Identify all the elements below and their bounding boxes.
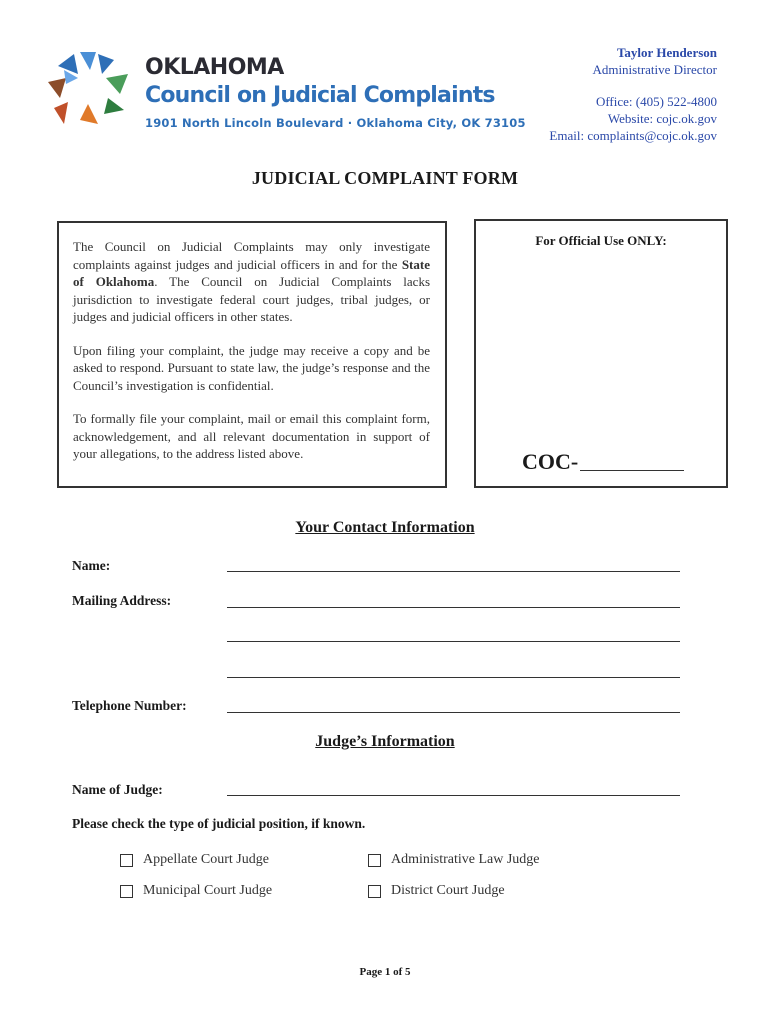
name-field[interactable] [227,571,680,572]
mailing-address-field-1[interactable] [227,607,680,608]
email-link[interactable]: Email: complaints@cojc.ok.gov [549,128,717,143]
org-name-line1: OKLAHOMA [145,55,284,80]
telephone-field[interactable] [227,712,680,713]
office-phone: Office: (405) 522-4800 [595,94,717,109]
form-title: JUDICIAL COMPLAINT FORM [251,168,519,188]
option-administrative-law[interactable]: Administrative Law Judge [368,852,540,868]
info-box [57,221,447,488]
telephone-label: Telephone Number: [72,698,187,713]
org-address: 1901 North Lincoln Boulevard · Oklahoma City, OK 73105 [145,116,526,130]
council-logo-icon [44,48,134,128]
checkbox[interactable] [368,885,381,898]
mailing-address-field-3[interactable] [227,677,680,678]
contact-section-heading: Your Contact Information [295,519,475,536]
checkbox[interactable] [368,854,381,867]
website-link[interactable]: Website: cojc.ok.gov [607,111,717,126]
coc-number-label: COC- [522,449,579,474]
org-name-line2: Council on Judicial Complaints [145,83,495,108]
name-label: Name: [72,558,111,573]
checkbox[interactable] [120,885,133,898]
info-paragraph-1: The Council on Judicial Complaints may only investigate complaints against judges and judicial officers in and for the State of Oklahoma. The Council on Judicial Complaints lacks jurisdiction to investigate federal court judges, tribal judges, or judges and judicial officers in other states. [73,239,431,324]
contact-name: Taylor Henderson [616,45,717,60]
option-appellate[interactable]: Appellate Court Judge [120,852,269,868]
info-paragraph-3: To formally file your complaint, mail or email this complaint form, acknowledgement, and all relevant documentation in support of your allegations, to the address listed above. [73,411,430,461]
contact-block [549,44,717,144]
judge-section-heading: Judge’s Information [315,733,455,750]
mailing-address-field-2[interactable] [227,641,680,642]
mailing-address-label: Mailing Address: [72,593,172,608]
contact-title: Administrative Director [592,62,717,77]
coc-number-line [580,470,684,471]
option-municipal[interactable]: Municipal Court Judge [120,883,272,899]
option-district[interactable]: District Court Judge [368,883,505,899]
official-use-label: For Official Use ONLY: [535,233,667,248]
judge-name-field[interactable] [227,795,680,796]
info-paragraph-2: Upon filing your complaint, the judge may receive a copy and be asked to respond. Pursuant to state law, the judge’s response and the Council’s investigation is confidential. [73,342,430,393]
checkbox[interactable] [120,854,133,867]
position-prompt: Please check the type of judicial position, if known. [72,816,366,831]
official-use-box [474,219,728,488]
judge-name-label: Name of Judge: [72,782,163,797]
page-number: Page 1 of 5 [359,966,411,978]
